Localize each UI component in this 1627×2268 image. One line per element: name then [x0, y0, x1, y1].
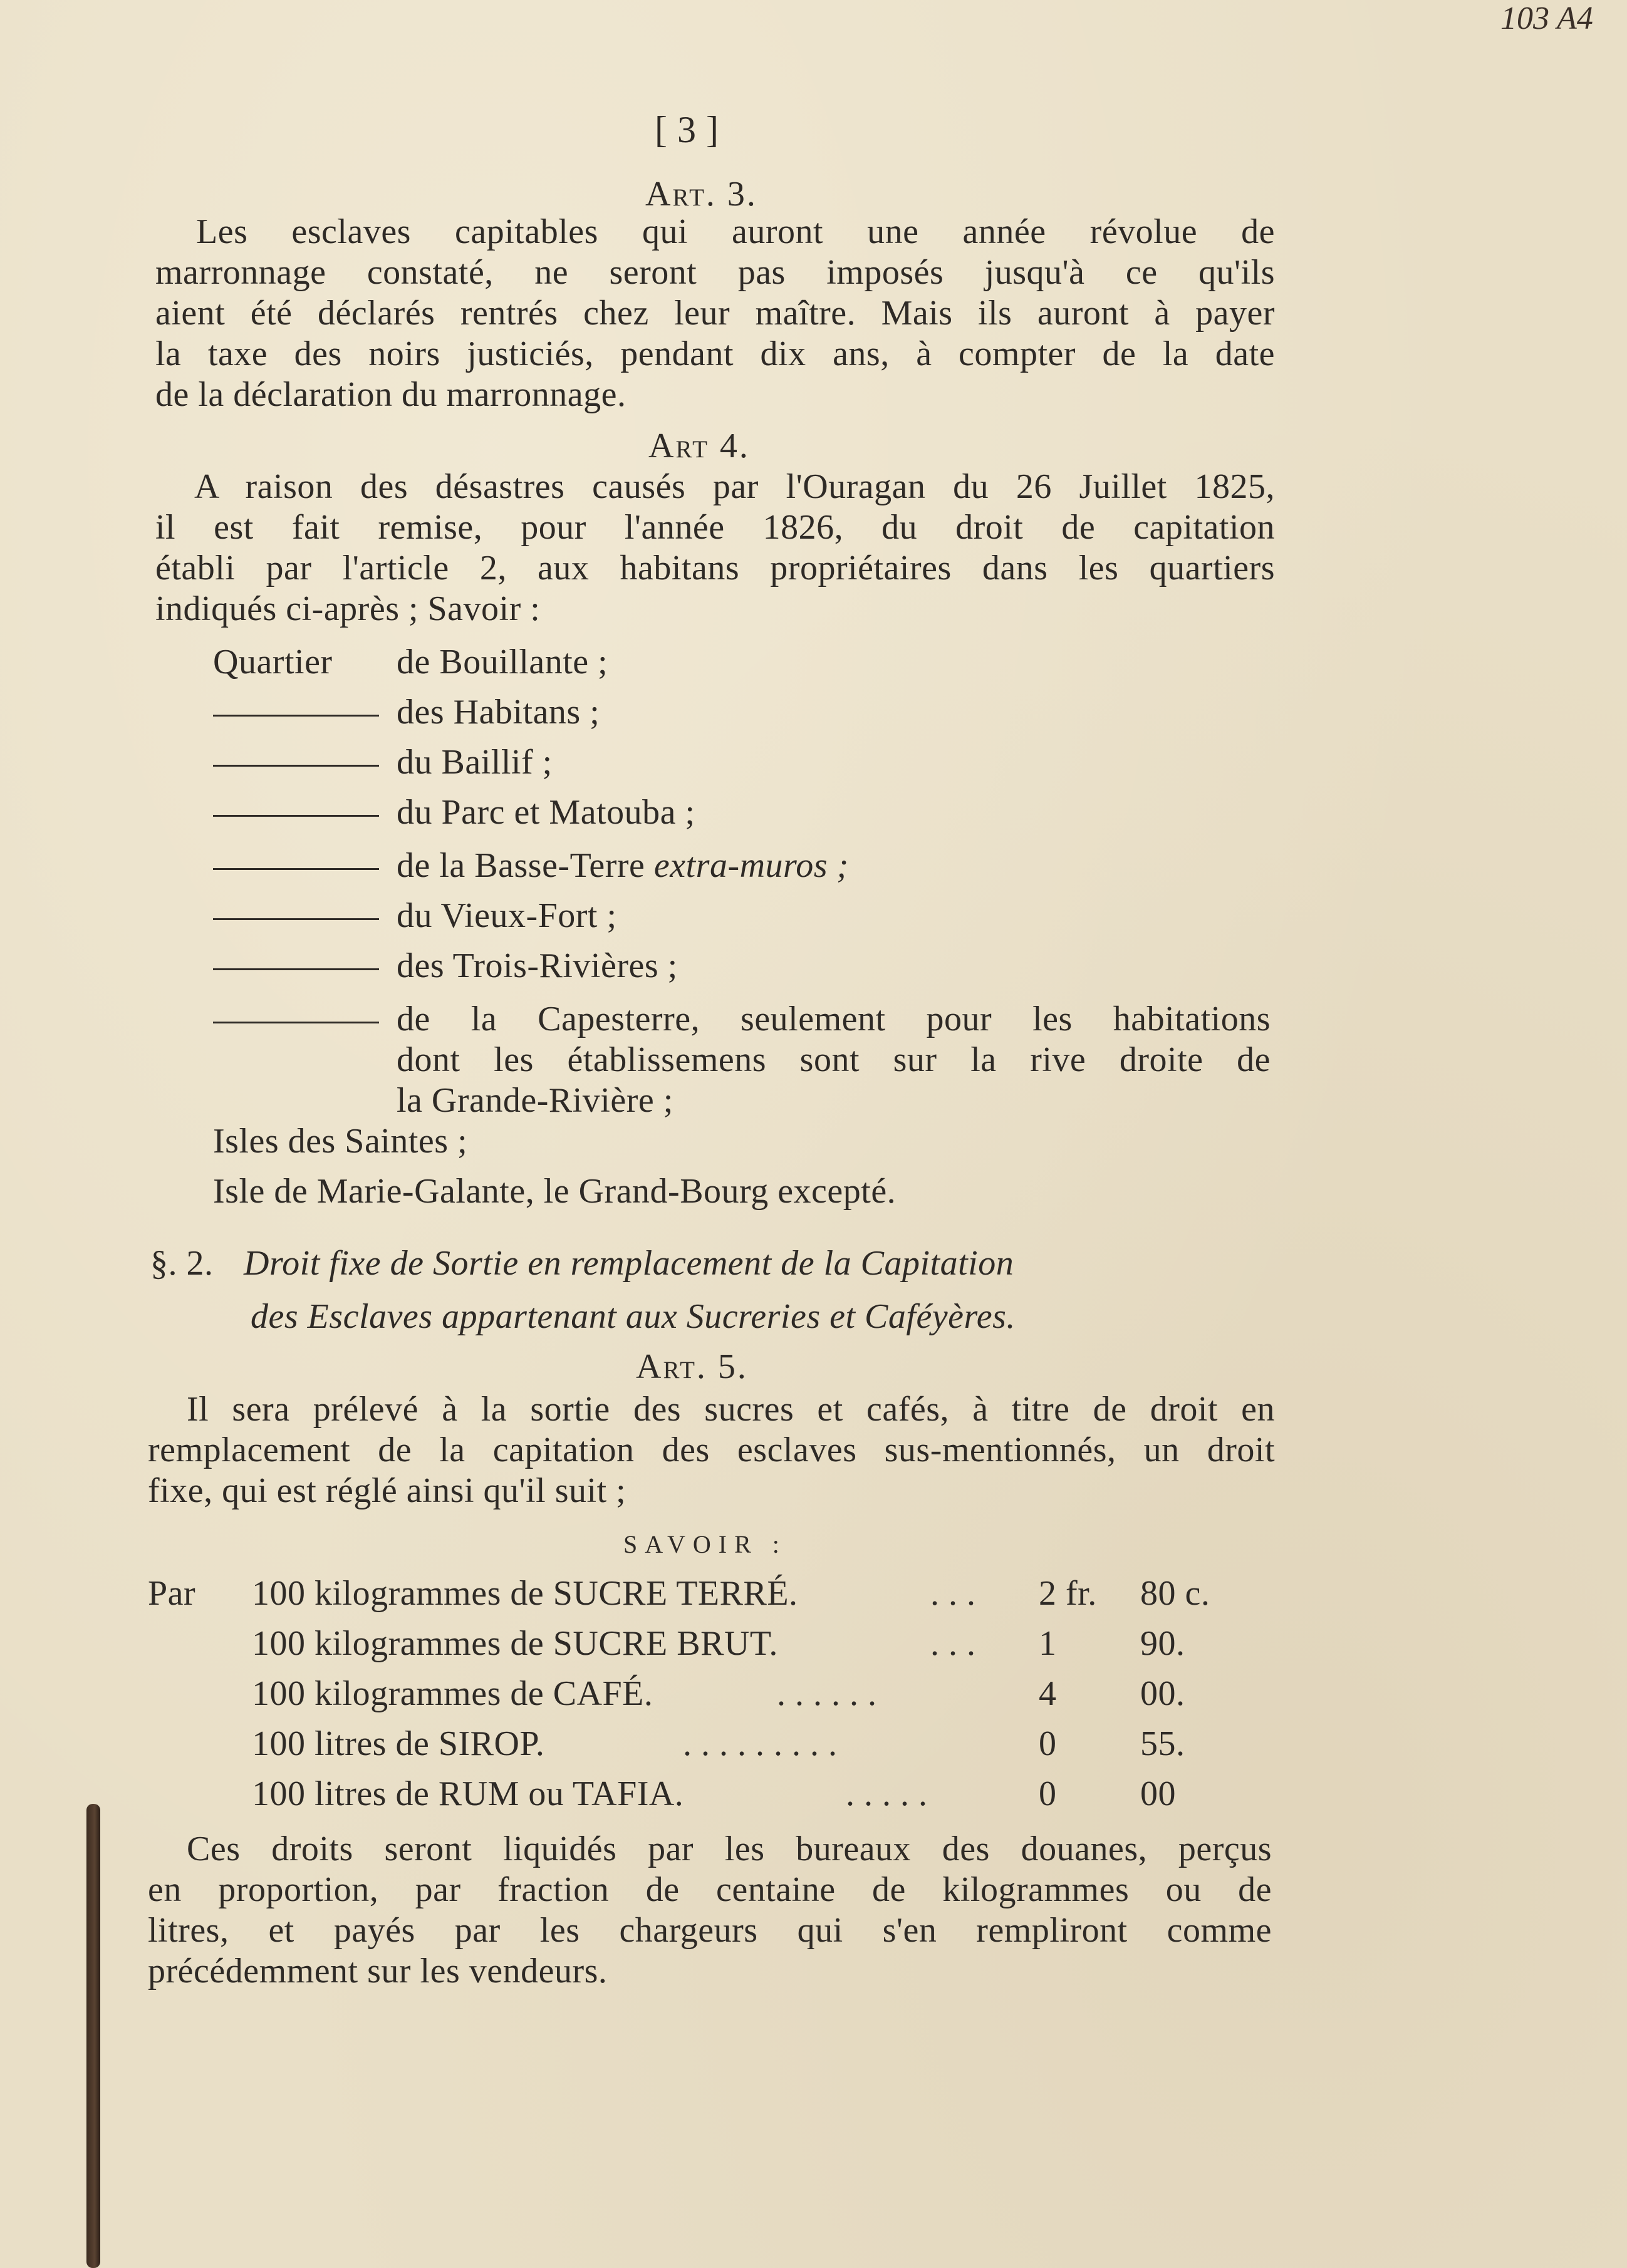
tariff-leader: . . . . .	[846, 1774, 928, 1813]
art4-line: il est fait remise, pour l'année 1826, du droit de capitation	[155, 508, 1275, 547]
tariff-item: 100 litres de SIROP.	[252, 1724, 545, 1763]
ditto-dash	[213, 968, 379, 970]
quartier-row	[213, 742, 379, 782]
tariff-fr: 0	[1039, 1724, 1057, 1763]
tariff-c: 00	[1140, 1774, 1176, 1813]
isle-item: Isle de Marie-Galante, le Grand-Bourg excepté.	[213, 1172, 897, 1211]
tariff-item: 100 kilogrammes de SUCRE TERRÉ.	[252, 1574, 798, 1613]
art5-heading: Art. 5.	[636, 1347, 748, 1386]
isle-item: Isles des Saintes ;	[213, 1122, 468, 1161]
tariff-leader: . . .	[930, 1574, 976, 1613]
art3-line: la taxe des noirs justiciés, pendant dix ans, à compter de la date	[155, 334, 1275, 373]
quartier-item: la Grande-Rivière ;	[397, 1081, 673, 1120]
quartier-item: des Trois-Rivières ;	[397, 946, 678, 985]
tariff-c: 55.	[1140, 1724, 1185, 1763]
closing-line: en proportion, par fraction de centaine de kilogrammes ou de	[148, 1870, 1272, 1909]
quartier-row	[213, 846, 379, 886]
quartier-item: des Habitans ;	[397, 693, 600, 732]
par-label: Par	[148, 1574, 196, 1613]
tariff-item: 100 kilogrammes de CAFÉ.	[252, 1674, 653, 1713]
art3-line: aient été déclarés rentrés chez leur maître. Mais ils auront à payer	[155, 294, 1275, 333]
tariff-c: 80 c.	[1140, 1574, 1210, 1613]
art3-line: de la déclaration du marronnage.	[155, 375, 626, 414]
tariff-fr: 0	[1039, 1774, 1057, 1813]
closing-line: précédemment sur les vendeurs.	[148, 1952, 608, 1991]
page-number: [ 3 ]	[655, 109, 719, 150]
tariff-c: 90.	[1140, 1624, 1185, 1663]
section2-title	[150, 1243, 1014, 1283]
quartier-label: Quartier	[213, 643, 333, 681]
ditto-dash	[213, 1022, 379, 1023]
closing-line: litres, et payés par les chargeurs qui s'en rempliront comme	[148, 1911, 1272, 1950]
art3-line: Les esclaves capitables qui auront une année révolue de	[196, 212, 1275, 251]
tariff-leader: . . . . . .	[777, 1674, 877, 1713]
art4-heading: Art 4.	[648, 427, 750, 465]
art5-line: fixe, qui est réglé ainsi qu'il suit ;	[148, 1471, 626, 1510]
extra-muros: extra-muros ;	[653, 846, 849, 885]
tariff-fr: 4	[1039, 1674, 1057, 1713]
quartier-row	[213, 999, 379, 1039]
quartier-row	[213, 692, 379, 732]
ditto-dash	[213, 715, 379, 717]
quartier-row	[213, 946, 379, 986]
tariff-fr: 1	[1039, 1624, 1057, 1663]
quartier-name: de la Basse-Terre	[397, 846, 645, 885]
quartier-item: dont les établissemens sont sur la rive droite de	[397, 1040, 1271, 1079]
art5-line: remplacement de la capitation des esclaves sus-mentionnés, un droit	[148, 1431, 1275, 1469]
section2-number: §. 2.	[150, 1244, 214, 1283]
art4-line: indiqués ci-après ; Savoir :	[155, 589, 541, 628]
quartier-item: du Baillif ;	[397, 743, 553, 782]
quartier-item: de la Capesterre, seulement pour les habitations	[397, 1000, 1271, 1038]
art3-line: marronnage constaté, ne seront pas imposés jusqu'à ce qu'ils	[155, 253, 1275, 292]
corner-annotation: 103 A4	[1500, 1, 1593, 36]
art3-heading: Art. 3.	[645, 175, 757, 214]
tariff-c: 00.	[1140, 1674, 1185, 1713]
section2-title-line1: Droit fixe de Sortie en remplacement de la Capitation	[244, 1244, 1014, 1283]
art4-line: établi par l'article 2, aux habitans propriétaires dans les quartiers	[155, 549, 1275, 588]
closing-line: Ces droits seront liquidés par les bureaux des douanes, perçus	[187, 1830, 1272, 1868]
quartier-row	[213, 792, 379, 832]
ditto-dash	[213, 765, 379, 767]
ditto-dash	[213, 868, 379, 870]
ditto-dash	[213, 918, 379, 920]
quartier-item: du Parc et Matouba ;	[397, 793, 695, 832]
quartier-item	[397, 846, 849, 886]
ditto-dash	[213, 815, 379, 817]
section2-title-line2: des Esclaves appartenant aux Sucreries et Caféyères.	[251, 1297, 1016, 1336]
tariff-item: 100 litres de RUM ou TAFIA.	[252, 1774, 684, 1813]
tariff-leader: . . .	[930, 1624, 976, 1663]
art4-line: A raison des désastres causés par l'Ouragan du 26 Juillet 1825,	[194, 467, 1275, 506]
tariff-item: 100 kilogrammes de SUCRE BRUT.	[252, 1624, 778, 1663]
tariff-leader: . . . . . . . . .	[683, 1724, 838, 1763]
binding-thread	[86, 1804, 100, 2268]
quartier-row	[213, 896, 379, 936]
savoir-label: SAVOIR :	[623, 1530, 787, 1558]
quartier-item: de Bouillante ;	[397, 643, 608, 681]
tariff-fr: 2 fr.	[1039, 1574, 1097, 1613]
quartier-item: du Vieux-Fort ;	[397, 896, 617, 935]
art5-line: Il sera prélevé à la sortie des sucres et cafés, à titre de droit en	[187, 1390, 1275, 1429]
